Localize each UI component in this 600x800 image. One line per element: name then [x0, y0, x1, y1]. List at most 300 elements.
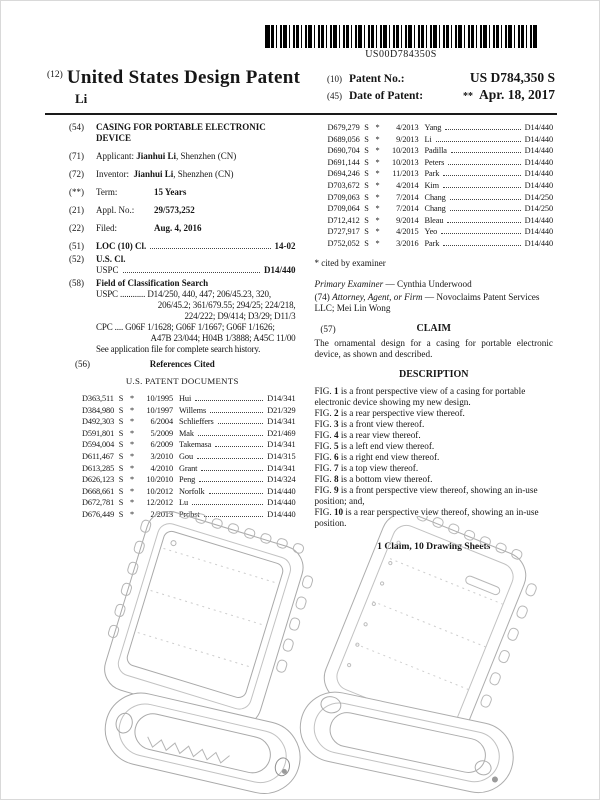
cited-patent-number: D712,412	[327, 215, 360, 225]
kind-code-cell: S	[118, 394, 124, 403]
dot-leader	[451, 145, 521, 153]
filed-label: Filed:	[96, 223, 118, 233]
table-row	[315, 238, 553, 250]
kind-code: (12)	[47, 70, 63, 80]
cited-patent-number: D492,303	[82, 417, 115, 427]
cited-patent-number: D694,246	[327, 169, 360, 179]
cpc-classes-line: CPC .... G06F 1/1628; G06F 1/1667; G06F 1/1626;	[96, 322, 275, 332]
figure-description-line	[315, 463, 553, 474]
examiner-cited-star: *	[129, 486, 135, 496]
header-left	[47, 67, 327, 107]
kind-code-cell: S	[364, 146, 369, 156]
cited-date: 3/2010	[150, 451, 173, 461]
loc-label: LOC (10) Cl.	[96, 241, 147, 251]
kind-code-cell: S	[118, 475, 124, 485]
kind-code-cell: S	[118, 463, 124, 473]
figure-rear-perspective-drawing	[289, 516, 539, 800]
cited-date: 2/2013	[150, 509, 173, 519]
field-22-filed	[69, 223, 296, 234]
cited-date: 10/1997	[146, 405, 173, 415]
cited-classification: D14/440	[524, 169, 553, 179]
cited-date: 10/2012	[146, 486, 173, 496]
dot-leader	[201, 463, 263, 471]
table-row	[69, 416, 296, 428]
fig-number: 10	[333, 506, 344, 517]
inventor-location: , Shenzhen (CN)	[173, 169, 234, 179]
fig-number: 4	[333, 429, 339, 440]
cited-inventor-name: Chang	[424, 204, 446, 214]
claim-heading: CLAIM	[416, 322, 451, 334]
patent-date-value	[441, 87, 555, 104]
cited-classification: D14/440	[524, 146, 553, 156]
kind-code-cell: S	[364, 227, 369, 237]
claims-sheets-summary: 1 Claim, 10 Drawing Sheets	[377, 540, 491, 552]
dot-leader	[443, 238, 520, 246]
inventor-surname: Li	[75, 91, 88, 106]
fig-label: FIG.	[314, 451, 332, 462]
search-history-note: See application file for complete search history.	[96, 344, 261, 354]
figure-front-perspective-drawing	[89, 511, 314, 800]
cited-patent-number: D709,064	[327, 204, 360, 214]
us-cl-body	[96, 254, 296, 276]
field-code: (52)	[69, 254, 84, 264]
fig-text: is a rear perspective view thereof, showing an in-use position.	[314, 506, 539, 528]
cited-patent-number: D727,917	[327, 227, 360, 237]
cited-classification: D14/440	[524, 157, 553, 167]
patent-number-value: US D784,350 S	[469, 70, 555, 85]
table-row	[315, 226, 553, 238]
cited-inventor-name: Bleau	[424, 215, 444, 225]
casing-stand-base	[294, 686, 520, 799]
cited-date: 12/2012	[146, 498, 173, 508]
fig-text: is a left end view thereof.	[340, 440, 435, 451]
cited-date: 10/2013	[392, 157, 419, 167]
kind-code-cell: S	[364, 238, 369, 248]
kind-code-cell: S	[118, 509, 124, 519]
cited-date: 4/2015	[396, 227, 419, 237]
cited-classification: D14/341	[267, 463, 296, 473]
cited-patent-number: D611,467	[82, 451, 114, 461]
fig-label: FIG.	[314, 506, 332, 517]
barcode-bars	[265, 25, 537, 48]
fig-label: FIG.	[314, 385, 332, 396]
cited-inventor-name: Park	[424, 238, 440, 248]
us-patent-documents-table-right	[315, 122, 553, 250]
primary-examiner-label: Primary Examiner	[314, 278, 384, 289]
table-row	[315, 157, 553, 169]
cited-classification: D14/440	[524, 227, 553, 237]
document-type-title: United States Design Patent	[66, 67, 301, 88]
barcode	[265, 25, 537, 60]
date-stars: **	[462, 91, 473, 102]
uspc-classes-line: USPC ............ D14/250, 440, 447; 206/45.23, 320,	[96, 289, 271, 299]
uspc-classes-line: 206/45.2; 361/679.55; 294/25; 224/218,	[157, 300, 296, 310]
cited-inventor-name: Norfolk	[179, 486, 205, 496]
cited-inventor-name: Chang	[424, 192, 446, 202]
uspc-label: USPC	[96, 265, 119, 275]
cited-date: 6/2004	[150, 417, 173, 427]
cited-classification: D14/440	[524, 123, 553, 132]
cited-date: 11/2013	[392, 169, 419, 179]
fig-text: is a right end view thereof.	[340, 451, 440, 462]
field-72-inventor	[69, 169, 296, 180]
cited-patent-number: D626,123	[82, 475, 115, 485]
uspc-classes-line: 224/222; D9/414; D3/29; D11/3	[184, 311, 296, 321]
examiner-cited-star: *	[129, 475, 135, 485]
kind-code-cell: S	[118, 417, 124, 427]
table-row	[315, 134, 553, 146]
fig-label: FIG.	[314, 407, 332, 418]
kind-code-cell: S	[364, 180, 369, 190]
dot-leader	[192, 497, 263, 505]
cited-inventor-name: Takemasa	[179, 440, 212, 450]
figure-description-line	[315, 485, 553, 507]
field-code: (71)	[69, 151, 84, 161]
patent-number-label: Patent No.:	[349, 73, 405, 85]
cited-classification: D14/315	[267, 451, 296, 461]
dot-leader	[445, 122, 520, 130]
attorney-name: Novoclaims Patent Services LLC; Mei Lin Wong	[314, 291, 540, 313]
cited-inventor-name: Schlieffers	[179, 417, 214, 427]
field-code: (56)	[75, 359, 90, 369]
dot-leader	[450, 203, 521, 211]
cited-inventor-name: Grant	[179, 463, 198, 473]
examiner-cited-star: *	[375, 157, 380, 167]
field-code: (57)	[320, 323, 336, 334]
examiner-cited-star: *	[375, 146, 380, 156]
dot-leader	[215, 439, 263, 447]
dot-leader	[218, 416, 263, 424]
examiner-cited-star: *	[129, 428, 135, 438]
examiner-cited-star: *	[129, 498, 135, 508]
kind-code-cell: S	[364, 123, 369, 132]
cited-inventor-name: Park	[424, 169, 440, 179]
fig-label: FIG.	[314, 473, 332, 484]
fig-label: FIG.	[314, 429, 332, 440]
applicant-location: , Shenzhen (CN)	[176, 151, 237, 161]
kind-code-cell: S	[118, 440, 124, 450]
cited-classification: D14/440	[267, 498, 296, 508]
appl-no-label: Appl. No.:	[96, 205, 135, 215]
field-code: (54)	[69, 122, 84, 132]
table-row	[315, 145, 553, 157]
cited-classification: D21/469	[267, 428, 296, 438]
figure-description-line	[315, 441, 553, 452]
claim-heading-row	[315, 323, 553, 334]
description-heading: DESCRIPTION	[399, 368, 469, 380]
cited-classification: D14/440	[524, 238, 553, 248]
table-row	[69, 486, 296, 498]
cited-date: 7/2014	[396, 204, 419, 214]
right-column	[315, 122, 553, 552]
patent-date-row	[327, 87, 555, 104]
attorney-label: Attorney, Agent, or Firm	[332, 291, 423, 302]
cited-patent-number: D613,285	[82, 463, 115, 473]
cited-patent-number: D752,052	[327, 238, 360, 248]
table-row	[69, 405, 296, 417]
cited-classification: D14/250	[524, 192, 553, 202]
kind-code-cell: S	[364, 157, 369, 167]
cited-date: 9/2013	[396, 134, 419, 144]
dot-leader	[443, 180, 521, 188]
dot-leader	[441, 226, 520, 234]
table-row	[315, 215, 553, 227]
cited-inventor-name: Peters	[424, 157, 445, 167]
cited-date: 6/2009	[150, 440, 173, 450]
fig-text: is a rear view thereof.	[340, 429, 421, 440]
fig-number: 2	[333, 407, 339, 418]
table-row	[315, 122, 553, 134]
patent-date-label: Date of Patent:	[349, 90, 424, 102]
term-label: Term:	[96, 187, 118, 197]
fig-text: is a top view thereof.	[340, 462, 419, 473]
em-dash: —	[424, 291, 435, 302]
cited-patent-number: D690,704	[327, 146, 360, 156]
cited-inventor-name: Peng	[179, 475, 196, 485]
figure-description-line	[315, 452, 553, 463]
casing-handle-base	[98, 686, 307, 800]
figure-description-line	[315, 386, 553, 408]
cited-inventor-name: Willems	[179, 405, 207, 415]
kind-code-cell: S	[118, 405, 124, 415]
cited-patent-number: D384,980	[82, 405, 115, 415]
date-text: Apr. 18, 2017	[478, 87, 555, 102]
field-54-title	[69, 122, 296, 144]
field-51-loc	[69, 241, 296, 252]
cited-date: 4/2014	[396, 180, 419, 190]
cited-patent-number: D691,144	[327, 157, 360, 167]
fig-number: 1	[333, 385, 339, 396]
kind-code-cell: S	[118, 428, 124, 438]
dot-leader	[198, 428, 263, 436]
cited-classification: D14/324	[267, 475, 296, 485]
kind-code-cell: S	[118, 498, 124, 508]
cited-date: 9/2014	[396, 215, 419, 225]
primary-examiner-line	[315, 279, 553, 290]
examiner-cited-star: *	[375, 215, 380, 225]
cpc-classes-line: A47B 23/044; H04B 1/3888; A45C 11/00	[150, 333, 296, 343]
figure-description-line	[315, 474, 553, 485]
cited-patent-number: D668,661	[82, 486, 115, 496]
examiner-cited-star: *	[375, 134, 380, 144]
references-cited-heading: References Cited	[149, 359, 215, 369]
examiner-cited-star: *	[375, 204, 380, 214]
cited-date: 5/2009	[150, 428, 173, 438]
cited-classification: D14/440	[524, 180, 553, 190]
cited-date: 3/2016	[396, 238, 419, 248]
fig-text: is a front view thereof.	[340, 418, 425, 429]
dot-leader	[123, 265, 261, 273]
cited-inventor-name: Yang	[424, 123, 442, 132]
cited-inventor-name: Mak	[179, 428, 194, 438]
cited-patent-number: D363,511	[82, 394, 114, 403]
search-body	[96, 278, 296, 355]
table-row	[69, 463, 296, 475]
em-dash: —	[385, 278, 395, 289]
dot-leader	[209, 486, 264, 494]
cited-classification: D14/440	[524, 215, 553, 225]
dot-leader	[450, 192, 521, 200]
dot-leader	[195, 393, 263, 401]
attorney-line	[315, 292, 553, 314]
term-value: 15 Years	[154, 187, 187, 197]
field-code: (51)	[69, 241, 84, 251]
cited-patent-number: D676,449	[82, 509, 115, 519]
fig-text: is a bottom view thereof.	[340, 473, 433, 484]
figure-description-line	[315, 430, 553, 441]
table-row	[315, 180, 553, 192]
drawing-sheet	[1, 506, 600, 800]
kind-code-cell: S	[364, 204, 369, 214]
dot-leader	[436, 134, 521, 142]
loc-row	[96, 241, 296, 252]
kind-code-cell: S	[118, 486, 124, 496]
fig-label: FIG.	[314, 462, 332, 473]
examiner-cited-star: *	[129, 463, 135, 473]
search-label: Field of Classification Search	[96, 278, 209, 288]
cited-classification: D14/341	[267, 417, 296, 427]
field-56-references	[69, 359, 296, 370]
patent-number-code: (10)	[327, 74, 342, 84]
kind-code-cell: S	[364, 169, 369, 179]
field-code: (**)	[69, 187, 84, 197]
cited-inventor-name: Padilla	[424, 146, 447, 156]
figure-description-line	[315, 419, 553, 430]
filed-row	[96, 223, 296, 234]
term-value-row	[96, 187, 296, 198]
patent-number-row	[327, 70, 555, 87]
cited-classification: D14/440	[524, 134, 553, 144]
examiner-cited-star: *	[129, 509, 135, 519]
cited-date: 10/2010	[146, 475, 173, 485]
kind-code-cell: S	[364, 215, 369, 225]
field-58-search	[69, 278, 296, 355]
cited-classification: D14/440	[267, 486, 296, 496]
applicant-name: Jianhui Li	[136, 151, 177, 161]
fig-label: FIG.	[314, 418, 332, 429]
patent-date-code: (45)	[327, 91, 342, 101]
cited-patent-number: D594,004	[82, 440, 115, 450]
fig-text: is a front perspective view of a casing for portable electronic device showing my new design.	[314, 385, 526, 407]
claim-text: The ornamental design for a casing for portable electronic device, as shown and described.	[314, 337, 553, 359]
cited-inventor-name: Lu	[179, 498, 189, 508]
table-row	[315, 168, 553, 180]
cited-classification: D14/341	[267, 394, 296, 403]
us-patent-documents-heading: U.S. PATENT DOCUMENTS	[125, 376, 239, 386]
cited-patent-number: D672,781	[82, 498, 115, 508]
table-row	[69, 474, 296, 486]
cited-patent-number: D689,056	[327, 134, 360, 144]
two-column-body	[69, 122, 553, 552]
filed-value: Aug. 4, 2016	[154, 223, 202, 233]
cited-classification: D14/250	[524, 204, 553, 214]
fig-number: 7	[333, 462, 339, 473]
table-row	[69, 451, 296, 463]
fig-number: 5	[333, 440, 339, 451]
cited-classification: D21/329	[267, 405, 296, 415]
cited-inventor-name: Li	[424, 134, 432, 144]
examiner-cited-star: *	[375, 238, 380, 248]
field-71-applicant	[69, 151, 296, 162]
field-code: (74)	[314, 291, 330, 302]
cited-inventor-name: Gou	[179, 451, 193, 461]
examiner-cited-star: *	[375, 169, 380, 179]
dot-leader	[447, 215, 520, 223]
cited-inventor-name: Hui	[179, 394, 192, 403]
field-21-appl-no	[69, 205, 296, 216]
examiner-cited-star: *	[375, 123, 380, 132]
table-row	[69, 439, 296, 451]
kind-code-cell: S	[364, 192, 369, 202]
examiner-cited-star: *	[375, 180, 380, 190]
field-code: (21)	[69, 205, 84, 215]
cited-date: 10/1995	[146, 394, 173, 403]
table-row	[69, 428, 296, 440]
inventor-value	[96, 169, 296, 180]
figure-description-line	[315, 408, 553, 419]
left-column	[69, 122, 296, 552]
fig-text: is a front perspective view thereof, showing an in-use position; and,	[314, 484, 538, 506]
loc-value: 14-02	[274, 241, 296, 251]
cited-date: 10/2013	[392, 146, 419, 156]
cited-patent-number: D709,063	[327, 192, 360, 202]
cited-classification: D14/341	[267, 440, 296, 450]
cited-classification: D14/440	[267, 509, 296, 519]
invention-title: CASING FOR PORTABLE ELECTRONIC DEVICE	[96, 122, 266, 143]
kind-code-cell: S	[118, 451, 124, 461]
cited-date: 7/2014	[396, 192, 419, 202]
us-cl-label: U.S. Cl.	[96, 254, 126, 264]
dot-leader	[150, 241, 270, 249]
primary-examiner-name: Cynthia Underwood	[396, 278, 472, 289]
examiner-cited-star: *	[375, 192, 380, 202]
examiner-cited-star: *	[129, 451, 135, 461]
field-code: (58)	[69, 278, 84, 288]
examiner-cited-star: *	[129, 394, 135, 403]
dot-leader	[448, 157, 520, 165]
fig-text: is a rear perspective view thereof.	[340, 407, 465, 418]
applicant-value	[96, 151, 296, 162]
cited-date: 4/2013	[396, 123, 419, 132]
cited-patent-number: D703,672	[327, 180, 360, 190]
cited-inventor-name: Kim	[424, 180, 439, 190]
fig-number: 6	[333, 451, 339, 462]
barcode-text: US00D784350S	[365, 49, 437, 60]
uspc-value: D14/440	[264, 265, 296, 275]
examiner-cited-star: *	[129, 417, 135, 427]
field-52-us-cl	[69, 254, 296, 276]
header-right	[327, 67, 555, 107]
dot-leader	[199, 474, 263, 482]
cited-inventor-name: Yeo	[424, 227, 438, 237]
field-code: (22)	[69, 223, 84, 233]
table-row	[69, 393, 296, 405]
inventor-name: Jianhui Li	[133, 169, 174, 179]
cited-by-examiner-note: * cited by examiner	[314, 257, 386, 268]
examiner-cited-star: *	[129, 405, 135, 415]
us-patent-documents-table-left	[69, 393, 296, 521]
header-divider	[45, 113, 557, 115]
dot-leader	[443, 168, 520, 176]
examiner-cited-star: *	[129, 440, 135, 450]
fig-number: 9	[333, 484, 339, 495]
fig-label: FIG.	[314, 484, 332, 495]
fig-number: 3	[333, 418, 339, 429]
field-code: (72)	[69, 169, 84, 179]
cited-patent-number: D679,279	[327, 123, 360, 132]
fig-label: FIG.	[314, 440, 332, 451]
appl-no-value: 29/573,252	[154, 205, 195, 215]
